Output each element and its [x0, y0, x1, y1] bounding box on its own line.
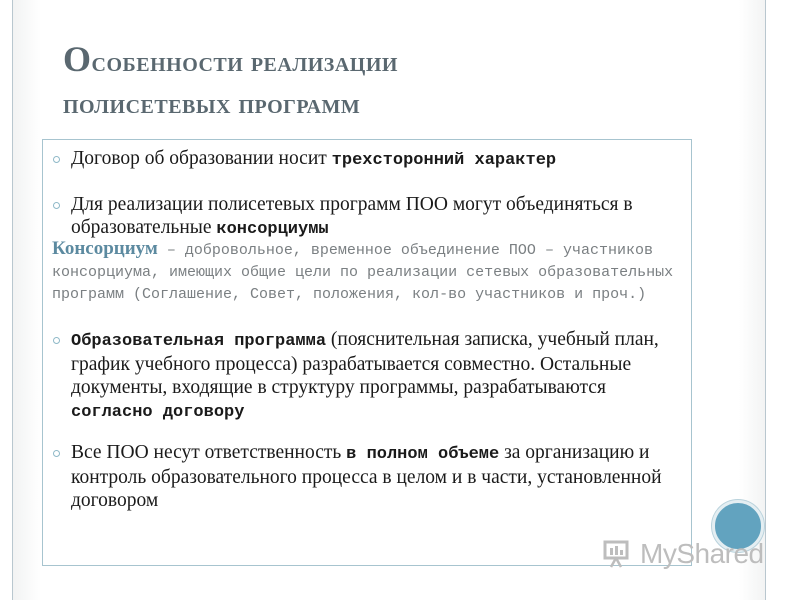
bullet-contract	[71, 147, 671, 172]
bullet-bold-text: трехсторонний характер	[331, 151, 557, 170]
bullet-marker	[53, 450, 60, 457]
bullet-bold-text: Образовательная программа	[71, 332, 327, 351]
bullet-program	[71, 328, 671, 424]
bullet-bold-text: консорциумы	[216, 220, 329, 239]
content-box	[42, 139, 692, 566]
slide-title	[63, 38, 703, 126]
bullet-text-2: за организацию и контроль образовательного процесса в целом и в части, установленной договором	[71, 442, 662, 511]
bullet-marker	[53, 156, 60, 163]
bullet-bold-text-2: согласно договору	[71, 403, 245, 422]
watermark-brand: MyShared	[640, 538, 764, 569]
bullet-responsibility	[71, 441, 671, 512]
bullet-consortium	[71, 193, 671, 241]
bullet-text: Для реализации полисетевых программ ПОО могут объединяться в образовательные	[71, 194, 633, 238]
bullet-marker	[53, 202, 60, 209]
consortium-definition	[52, 238, 692, 306]
definition-text: – добровольное, временное объединение ПОО – участников консорциума, имеющих общие цели по реализации сетевых образовательных программ (Соглашение, Совет, положения, кол-во участников и проч.)	[52, 242, 674, 303]
title-line-1-rest: собенности реализации	[91, 47, 398, 78]
title-initial-letter: О	[63, 39, 92, 79]
presentation-board-icon	[602, 539, 634, 569]
title-line-2: полисетевых программ	[63, 89, 361, 120]
bullet-text: Все ПОО несут ответственность	[71, 442, 347, 463]
bullet-text: Договор об образовании носит	[71, 148, 332, 169]
definition-term: Консорциум	[52, 238, 158, 259]
watermark	[602, 537, 764, 571]
bullet-bold-text: в полном объеме	[346, 445, 500, 464]
bullet-text: (пояснительная записка, учебный план, график учебного процесса) разрабатывается совместно. Остальные документы, входящие в структуру программы, разрабатываются	[71, 329, 659, 398]
bullet-marker	[53, 337, 60, 344]
title-line-1	[63, 38, 703, 84]
